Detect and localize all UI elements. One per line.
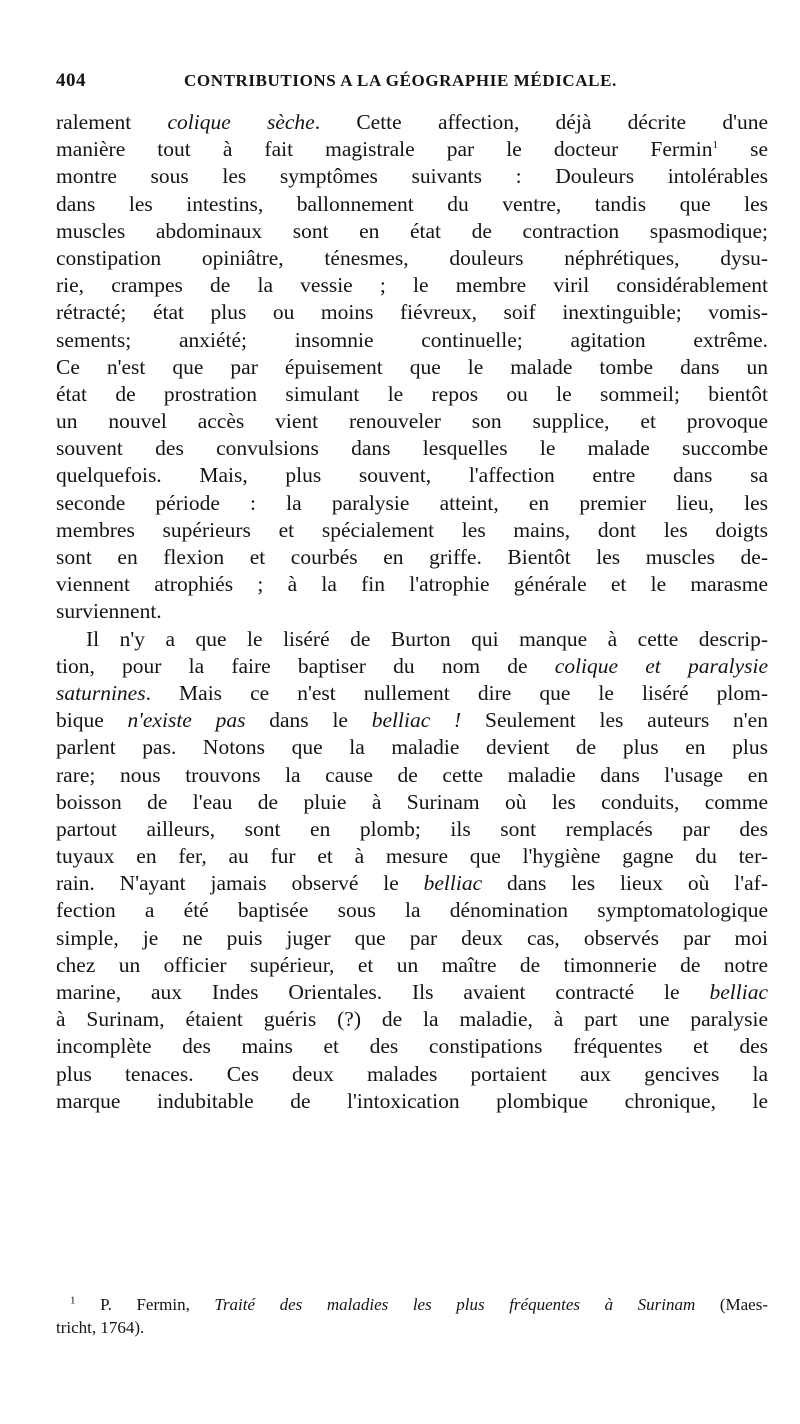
text-line: constipation opiniâtre, ténesmes, douleurs néphrétiques, dysu- bbox=[56, 245, 768, 270]
text-line: surviennent. bbox=[56, 599, 162, 624]
text-line: chez un officier supérieur, et un maître de timonnerie de notre bbox=[56, 952, 768, 977]
text-line: sont en flexion et courbés en griffe. Bientôt les muscles de- bbox=[56, 545, 768, 569]
text-line: viennent atrophiés ; à la fin l'atrophie générale et le marasme bbox=[56, 572, 768, 597]
text-line: saturnines. Mais ce n'est nullement dire que le liséré plom- bbox=[56, 680, 768, 705]
text-line: muscles abdominaux sont en état de contraction spasmodique; bbox=[56, 218, 768, 243]
footnote-ref: 1 bbox=[712, 139, 719, 152]
text-line: rare; nous trouvons la cause de cette maladie dans l'usage en bbox=[56, 762, 768, 787]
text-line: boisson de l'eau de pluie à Surinam où les conduits, comme bbox=[56, 789, 768, 814]
text-line: ralement colique sèche. Cette affection, déjà décrite d'une bbox=[56, 110, 768, 134]
emphasis: colique et paralysie bbox=[554, 653, 768, 678]
text-line: manière tout à fait magistrale par le docteur Fermin$^1$ se bbox=[56, 137, 768, 162]
text-line: Ce n'est que par épuisement que le malade tombe dans un bbox=[56, 354, 768, 379]
text-line: fection a été baptisée sous la dénomination symptomatologique bbox=[56, 898, 768, 923]
text-line: rétracté; état plus ou moins fiévreux, soif inextinguible; vomis- bbox=[56, 300, 768, 325]
text-line: partout ailleurs, sont en plomb; ils sont remplacés par des bbox=[56, 816, 768, 841]
text-line: rain. N'ayant jamais observé le belliac dans les lieux où l'af- bbox=[56, 871, 768, 896]
footnote-title: Traité des maladies les plus fréquentes à Surinam bbox=[214, 1295, 696, 1314]
text-line: seconde période : la paralysie atteint, en premier lieu, les bbox=[56, 490, 768, 515]
text-line: tion, pour la faire baptiser du nom de colique et paralysie bbox=[56, 653, 768, 678]
footnote-line: tricht, 1764). bbox=[56, 1318, 145, 1337]
text-line: incomplète des mains et des constipations fréquentes et des bbox=[56, 1034, 768, 1059]
text-line: souvent des convulsions dans lesquelles le malade succombe bbox=[56, 436, 768, 461]
footnote bbox=[56, 1293, 768, 1339]
text-line: à Surinam, étaient guéris (?) de la maladie, à part une paralysie bbox=[56, 1007, 768, 1032]
text-line: simple, je ne puis juger que par deux cas, observés par moi bbox=[56, 925, 768, 950]
page-number: 404 bbox=[56, 70, 86, 91]
footnote-place: (Maes- bbox=[719, 1295, 769, 1314]
emphasis: belliac bbox=[709, 980, 768, 1004]
text-line: état de prostration simulant le repos ou le sommeil; bientôt bbox=[56, 381, 768, 406]
text-line: membres supérieurs et spécialement les mains, dont les doigts bbox=[56, 517, 768, 542]
text-line: sements; anxiété; insomnie continuelle; agitation extrême. bbox=[56, 327, 768, 352]
text-line: quelquefois. Mais, plus souvent, l'affection entre dans sa bbox=[56, 463, 768, 488]
emphasis: saturnines bbox=[56, 680, 146, 705]
text-line: marque indubitable de l'intoxication plombique chronique, le bbox=[56, 1088, 768, 1113]
text-line: rie, crampes de la vessie ; le membre viril considérablement bbox=[56, 273, 768, 298]
text-line: montre sous les symptômes suivants : Douleurs intolérables bbox=[56, 164, 768, 189]
text-line: un nouvel accès vient renouveler son supplice, et provoque bbox=[56, 409, 768, 434]
footnote-marker: 1 bbox=[70, 1294, 76, 1307]
emphasis: n'existe pas bbox=[127, 708, 246, 733]
emphasis: belliac bbox=[423, 871, 483, 896]
running-title: CONTRIBUTIONS A LA GÉOGRAPHIE MÉDICALE. bbox=[184, 71, 617, 90]
text-line: marine, aux Indes Orientales. Ils avaient contracté le belliac bbox=[56, 980, 768, 1004]
text-line: parlent pas. Notons que la maladie devient de plus en plus bbox=[56, 735, 768, 760]
body-text bbox=[56, 109, 768, 1115]
emphasis: belliac ! bbox=[371, 708, 462, 733]
footnote-author: P. Fermin, bbox=[100, 1295, 190, 1314]
emphasis: colique sèche bbox=[167, 110, 315, 134]
running-head bbox=[56, 70, 771, 100]
text-line: tuyaux en fer, au fur et à mesure que l'hygiène gagne du ter- bbox=[56, 844, 768, 869]
paragraph-start-line: Il n'y a que le liséré de Burton qui manque à cette descrip- bbox=[86, 626, 768, 651]
text-line: plus tenaces. Ces deux malades portaient aux gencives la bbox=[56, 1061, 768, 1086]
text-line: bique n'existe pas dans le belliac ! Seulement les auteurs n'en bbox=[56, 708, 768, 733]
text-line: dans les intestins, ballonnement du ventre, tandis que les bbox=[56, 191, 768, 216]
footnote-line bbox=[56, 1293, 768, 1316]
